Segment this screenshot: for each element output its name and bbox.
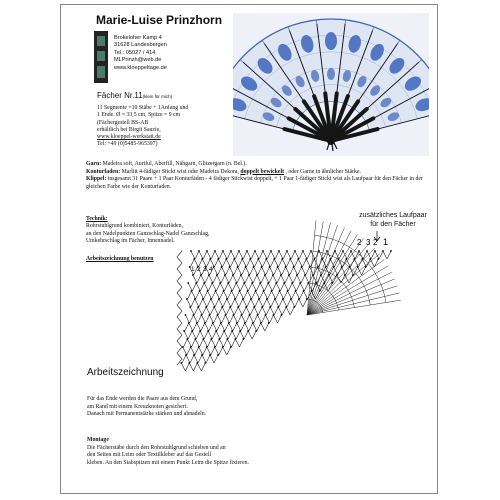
technik-line: Umkehrschlag im Fächer, Innennadel. <box>86 238 175 245</box>
technik-line: an den Nadelpunkten Ganzschlag-Nadel Ganzschlag, <box>86 230 210 237</box>
pair-number: 2 <box>373 238 378 247</box>
plan-label: Arbeitszeichnung benutzen <box>86 256 154 262</box>
spec-line: 1 Ende. Ø = 33,5 cm, Spitze = 9 cm <box>97 112 181 119</box>
address-line: Brokeloher Kamp 4 <box>114 35 162 41</box>
montage-label: Montage <box>87 437 109 443</box>
kontur-text: Marlitt 4-fädiger Stickt wist oder Madeira Dekora, <box>120 168 241 175</box>
ende-line: Danach mit Permanentstärke stärken und abnadeln. <box>87 411 207 418</box>
fan-title-note: (klein für mich) <box>142 94 173 99</box>
pair-number: 3 <box>366 238 371 247</box>
address-line: 31628 Landesbergen <box>114 42 167 49</box>
laufpaar-line: für den Fächer <box>370 221 416 228</box>
ende-line: am Rand mit einem Kreuzknoten gesichert. <box>87 403 188 410</box>
pair-number: 2 <box>357 238 362 247</box>
spec-line: 11 Segmente =10 Stäbe + 1Anfang und <box>97 105 189 111</box>
montage-line: Die Fächerstäbe durch den Rohrstuhlgrund schieben und an <box>87 444 226 451</box>
supplier-phone: Tel: +49 (0)5485-965397) <box>97 141 158 148</box>
kontur-text-2: , oder Garne in ähnlicher Stärke. <box>284 168 361 175</box>
pair-number: 4 <box>209 266 213 273</box>
technik-label: Technik: <box>86 216 108 222</box>
supplier-link[interactable]: www.kloeppel-werkstatt.de <box>97 134 161 141</box>
address-line: www.kloeppeltage.de <box>114 64 167 71</box>
author-name: Marie-Luise Prinzhorn <box>96 13 223 27</box>
pair-number: 3 <box>203 266 207 273</box>
laufpaar-line: zusätzliches Laufpaar <box>359 212 427 219</box>
pair-number: 1 <box>191 266 195 273</box>
kontur-emphasis: doppelt bewickelt <box>240 168 285 175</box>
address-line: Tel.: 05027 / 414 <box>114 49 156 56</box>
montage-section <box>87 437 249 467</box>
garn-text: Madeira soft, Auriful, Aberfill, Nähgarn, Glitzergarn (n. Bel.). <box>101 161 247 167</box>
pricking-diagram <box>61 5 439 495</box>
spec-line: erhältlich bei Birgit Sauzie, <box>97 126 161 133</box>
montage-line: den Seiten mit Leim oder Textilkleber auf das Gestell <box>87 452 212 459</box>
klippel-label: Klippel: <box>86 176 107 183</box>
pair-number: 2 <box>197 266 201 273</box>
garn-label: Garn: <box>86 161 102 167</box>
technik-line: Rohrstuhlgrund kombiniert, Konturfäden, <box>86 223 183 230</box>
montage-line: kleben. An den Stabspitzen mit einem Punkt Leim die Spitze fixieren. <box>87 459 249 466</box>
spec-line: (Fächergestell BS-AB <box>97 119 149 126</box>
klippel-text: insgesamt 31 Paare + 1 Paar Konturfäden - 4 fädiger Stickwist doppelt, + 1 Paar 1-fädiger Stickt wist als Laufpaar für den Fächer in der gleichen Farbe wie der Konturfaden. <box>86 176 423 190</box>
diagram-title: Arbeitszeichnung <box>87 367 164 378</box>
pattern-sheet <box>60 4 438 494</box>
ende-line: Für das Ende werden die Paare aus dem Grund, <box>87 396 198 402</box>
address-line: MLPrinzh@web.de <box>114 57 162 64</box>
ende-section <box>87 396 206 419</box>
fan-title-text: Fächer Nr.11 <box>97 91 143 100</box>
kontur-label: Konturfaden: <box>86 168 121 175</box>
pair-number: 1 <box>383 237 389 247</box>
